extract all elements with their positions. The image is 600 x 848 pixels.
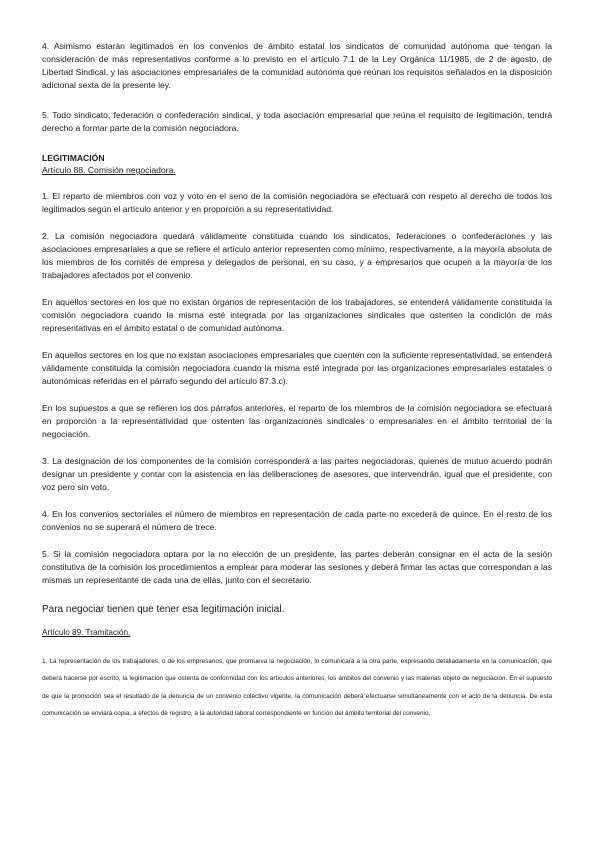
- article-88-paragraph-3: 3. La designación de los componentes de la comisión corresponderá a las partes negociadoras, quienes de mutuo acuerdo podrán designar un presidente y contar con la asistencia en las deliberaciones de asesores, que intervendrán, igual que el presidente, con voz pero sin voto.: [42, 456, 552, 492]
- article-89-paragraph-1: 1. La representación de los trabajadores, o de los empresarios, que promueva la negociación, lo comunicará a la otra parte, expresando detalladamente en la comunicación, que deberá hacerse por escrito, la legitimación que ostenta de conformidad con los artículos anteriores, los ámbitos del convenio y las materias objeto de negociación. En el supuesto de que la promoción sea el resultado de la denuncia de un convenio colectivo vigente, la comunicación deberá efectuarse simultáneamente con el acto de la denuncia. De esta comunicación se enviará copia, a efectos de registro, a la autoridad laboral correspondiente en función del ámbito territorial del convenio.: [42, 658, 552, 717]
- article-88-paragraph-5: 5. Si la comisión negociadora optara por la no elección de un presidente, las partes deberán consignar en el acta de la sesión constitutiva de la comisión los procedimientos a emplear para moderar las sesiones y deberá firmar las actas que correspondan a las mismas un representante de cada una de ellas, junto con el secretario.: [42, 549, 552, 585]
- article-89-title: Artículo 89. Tramitación.: [42, 628, 131, 637]
- paragraph-legitimados-estatal: 4. Asimismo estarán legitimados en los convenios de ámbito estatal los sindicatos de comunidad autónoma que tengan la consideración de más representativos conforme a lo previsto en el artículo 7.1 de la Ley Orgánica 11/1985, de 2 de agosto, de Libertad Sindical, y las asociaciones empresariales de la comunidad autónoma que reúnan los requisitos señalados en la disposición adicional sexta de la presente ley.: [42, 41, 552, 90]
- article-88-paragraph-2b: En aquellos sectores en los que no existan órganos de representación de los trabajadores, se entenderá válidamente constituida la comisión negociadora cuando la misma esté integrada por las organizaciones sindicales que ostenten la condición de más representativas en el ámbito estatal o de comunidad autónoma.: [42, 297, 552, 333]
- article-88-paragraph-1: 1. El reparto de miembros con voz y voto en el seno de la comisión negociadora se efectuará con respeto al derecho de todos los legitimados según el artículo anterior y en proporción a su representatividad.: [42, 191, 552, 214]
- article-88-paragraph-2c: En aquellos sectores en los que no existan asociaciones empresariales que cuenten con la suficiente representatividad, se entenderá válidamente constituida la comisión negociadora cuando la misma esté integrada por las organizaciones empresariales estatales o autonómicas referidas en el párrafo segundo del artículo 87.3.c).: [42, 350, 552, 386]
- paragraph-derecho-formar-parte: 5. Todo sindicato, federación o confederación sindical, y toda asociación empresarial que reúna el requisito de legitimación, tendrá derecho a formar parte de la comisión negociadora.: [42, 110, 552, 133]
- section-heading-legitimacion: LEGITIMACIÓN: [42, 153, 105, 163]
- document-page: [42, 40, 552, 722]
- note-legitimacion-inicial: Para negociar tienen que tener esa legitimación inicial.: [42, 604, 285, 615]
- article-88-paragraph-4: 4. En los convenios sectoriales el número de miembros en representación de cada parte no excederá de quince. En el resto de los convenios no se superará el número de trece.: [42, 509, 552, 532]
- article-88-title: Artículo 88. Comisión negociadora.: [42, 165, 176, 175]
- article-88-paragraph-2: 2. La comisión negociadora quedará válidamente constituida cuando los sindicatos, federaciones o confederaciones y las asociaciones empresariales a que se refiere el artículo anterior representen como mínimo, respectivamente, a la mayoría absoluta de los miembros de los comités de empresa y delegados de personal, en su caso, y a empresarios que ocupen a la mayoría de los trabajadores afectados por el convenio.: [42, 231, 552, 280]
- article-88-paragraph-2d: En los supuestos a que se refieren los dos párrafos anteriores, el reparto de los miembros de la comisión negociadora se efectuará en proporción a la representatividad que ostenten las organizaciones sindicales o empresariales en el ámbito territorial de la negociación.: [42, 403, 552, 439]
